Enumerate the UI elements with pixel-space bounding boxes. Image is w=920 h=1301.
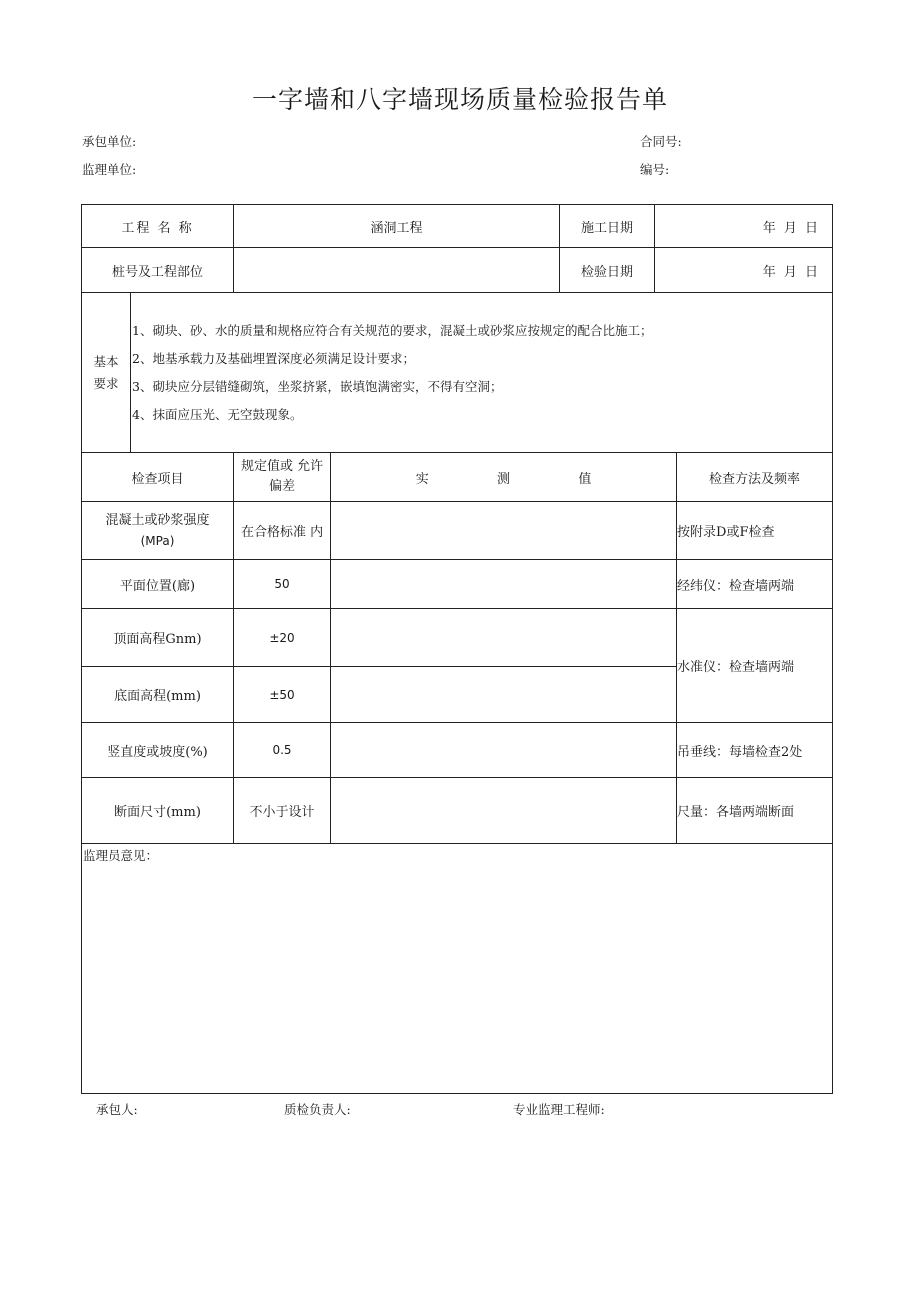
inspection-date-value: 年 月 日 xyxy=(655,248,833,293)
requirements-label: 基本 要求 xyxy=(82,293,131,453)
station-label: 桩号及工程部位 xyxy=(82,248,234,293)
table-row xyxy=(82,560,833,609)
check-item: 断面尺寸(mm) xyxy=(82,778,234,844)
table-row xyxy=(82,778,833,844)
spec-value: 不小于设计 xyxy=(234,778,331,844)
supervising-engineer-label: 专业监理工程师: xyxy=(513,1102,605,1117)
spec-value: ±50 xyxy=(234,667,331,723)
spec-value: 在合格标准 内 xyxy=(234,502,331,560)
measured-value-cell[interactable] xyxy=(331,502,677,560)
contractor-person-label: 承包人: xyxy=(96,1102,138,1117)
supervisor-unit-label: 监理单位: xyxy=(82,162,137,177)
check-method: 水准仪：检查墙两端 xyxy=(677,609,833,723)
measured-value-cell[interactable] xyxy=(331,560,677,609)
table-row xyxy=(82,609,833,667)
measured-value-cell[interactable] xyxy=(331,667,677,723)
project-name-value: 涵洞工程 xyxy=(234,205,560,248)
supervisor-opinion-label: 监理员意见： xyxy=(83,848,159,863)
inspection-report-table xyxy=(81,204,833,1094)
requirement-item: 3、砌块应分层错缝砌筑，坐浆挤紧，嵌填饱满密实，不得有空洞； xyxy=(132,379,503,394)
check-item: 顶面高程Gnm) xyxy=(82,609,234,667)
check-item: 竖直度或坡度(%) xyxy=(82,723,234,778)
check-item: 混凝土或砂浆强度 (MPa) xyxy=(82,502,234,560)
requirement-item: 1、砌块、砂、水的质量和规格应符合有关规范的要求，混凝土或砂浆应按规定的配合比施工； xyxy=(132,323,653,338)
check-method: 经纬仪：检查墙两端 xyxy=(677,560,833,609)
table-row xyxy=(82,723,833,778)
check-method: 尺量：各墙两端断面 xyxy=(677,778,833,844)
check-method: 按附录D或F检查 xyxy=(677,502,833,560)
qc-person-label: 质检负责人: xyxy=(284,1102,351,1117)
measured-value-cell[interactable] xyxy=(331,778,677,844)
check-method: 吊垂线：每墙检查2处 xyxy=(677,723,833,778)
header-check-method: 检查方法及频率 xyxy=(677,453,833,502)
check-item: 底面高程(mm) xyxy=(82,667,234,723)
spec-value: ±20 xyxy=(234,609,331,667)
measured-value-cell[interactable] xyxy=(331,723,677,778)
spec-value: 50 xyxy=(234,560,331,609)
check-item: 平面位置(廊) xyxy=(82,560,234,609)
requirement-item: 4、抹面应压光、无空鼓现象。 xyxy=(132,407,303,422)
header-check-item: 检查项目 xyxy=(82,453,234,502)
project-name-label: 工程 名 称 xyxy=(82,205,234,248)
inspection-date-label: 检验日期 xyxy=(560,248,655,293)
requirement-item: 2、地基承载力及基础埋置深度必须满足设计要求； xyxy=(132,351,415,366)
page-title: 一字墙和八字墙现场质量检验报告单 xyxy=(251,85,668,114)
header-measured-values: 实 测 值 xyxy=(331,453,677,502)
station-value xyxy=(234,248,560,293)
measured-value-cell[interactable] xyxy=(331,609,677,667)
construction-date-label: 施工日期 xyxy=(560,205,655,248)
construction-date-value: 年 月 日 xyxy=(655,205,833,248)
table-row xyxy=(82,502,833,560)
header-spec: 规定值或 允许 偏差 xyxy=(234,453,331,502)
spec-value: 0.5 xyxy=(234,723,331,778)
serial-number-label: 编号: xyxy=(640,162,670,177)
contract-number-label: 合同号: xyxy=(640,134,682,149)
contractor-unit-label: 承包单位: xyxy=(82,134,137,149)
requirements-list xyxy=(131,293,833,453)
supervisor-opinion-field[interactable] xyxy=(82,844,833,1094)
